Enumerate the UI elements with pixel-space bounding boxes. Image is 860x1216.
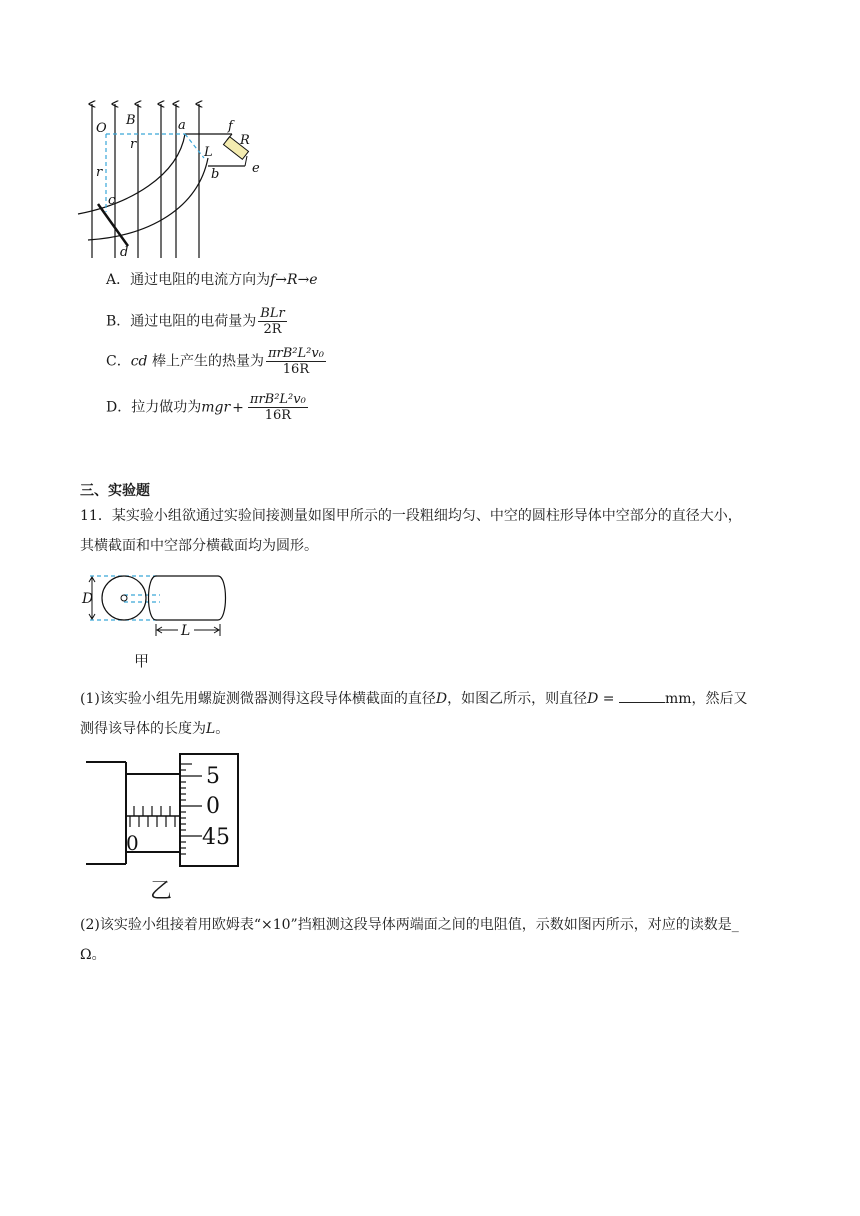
q11-part1: (1)该实验小组先用螺旋测微器测得这段导体横截面的直径D，如图乙所示，则直径D = mm，然后又 测得该导体的长度为L。 xyxy=(80,684,785,744)
label-e: e xyxy=(252,161,260,176)
fraction-C: $\frac{\text{πrB²L²v₀}}{16R}$ xyxy=(267,346,324,377)
label-B: B xyxy=(126,113,136,128)
label-r-top: r xyxy=(130,137,137,152)
option-A: A．通过电阻的电流方向为f→R→e xyxy=(106,272,318,288)
label-R: R xyxy=(240,133,250,148)
q11-part2: (2)该实验小组接着用欧姆表“×10”挡粗测这段导体两端面之间的电阻值，示数如图丙所示，对应的读数是_ Ω。 xyxy=(80,917,739,963)
label-a: a xyxy=(178,118,186,133)
figure-rail-magnetic-field xyxy=(70,96,280,264)
label-c: c xyxy=(108,193,116,208)
answer-blank-D[interactable] xyxy=(619,688,665,703)
label-L: L xyxy=(204,145,213,160)
caption-yi: 乙 xyxy=(150,879,173,904)
fraction-D: $\frac{\text{πrB²L²v₀}}{16R}$ xyxy=(249,392,306,423)
thimble-label-mid: 0 xyxy=(206,794,220,819)
label-d: d xyxy=(120,245,129,260)
thimble-label-top: 5 xyxy=(206,764,220,789)
figure-yi-micrometer xyxy=(80,750,250,870)
label-O: O xyxy=(96,121,107,136)
q11-text: 11．某实验小组欲通过实验间接测量如图甲所示的一段粗细均匀、中空的圆柱形导体中空部分的直径大小， 其横截面和中空部分横截面均为圆形。 xyxy=(80,508,742,554)
fraction-B: $\frac{\text{BLr}}{2R}$ xyxy=(260,306,285,337)
label-D: D xyxy=(82,591,94,607)
section-title: 三、实验题 xyxy=(80,483,150,499)
thimble-label-bot: 45 xyxy=(202,825,230,850)
label-f: f xyxy=(228,119,233,134)
sleeve-zero: 0 xyxy=(126,831,139,855)
label-b: b xyxy=(211,167,220,182)
option-D: D．拉力做功为mgr + $\frac{\text{πrB²L²v₀}}{16R}$ xyxy=(106,392,306,423)
option-B: B．通过电阻的电荷量为 $\frac{\text{BLr}}{2R}$ xyxy=(106,306,285,337)
caption-jia: 甲 xyxy=(134,652,150,670)
option-C: C．cd 棒上产生的热量为 $\frac{\text{πrB²L²v₀}}{16R}$ xyxy=(106,346,324,377)
label-r-left: r xyxy=(96,165,103,180)
label-L: L xyxy=(181,623,191,639)
figure-jia-cylinder xyxy=(80,572,230,642)
